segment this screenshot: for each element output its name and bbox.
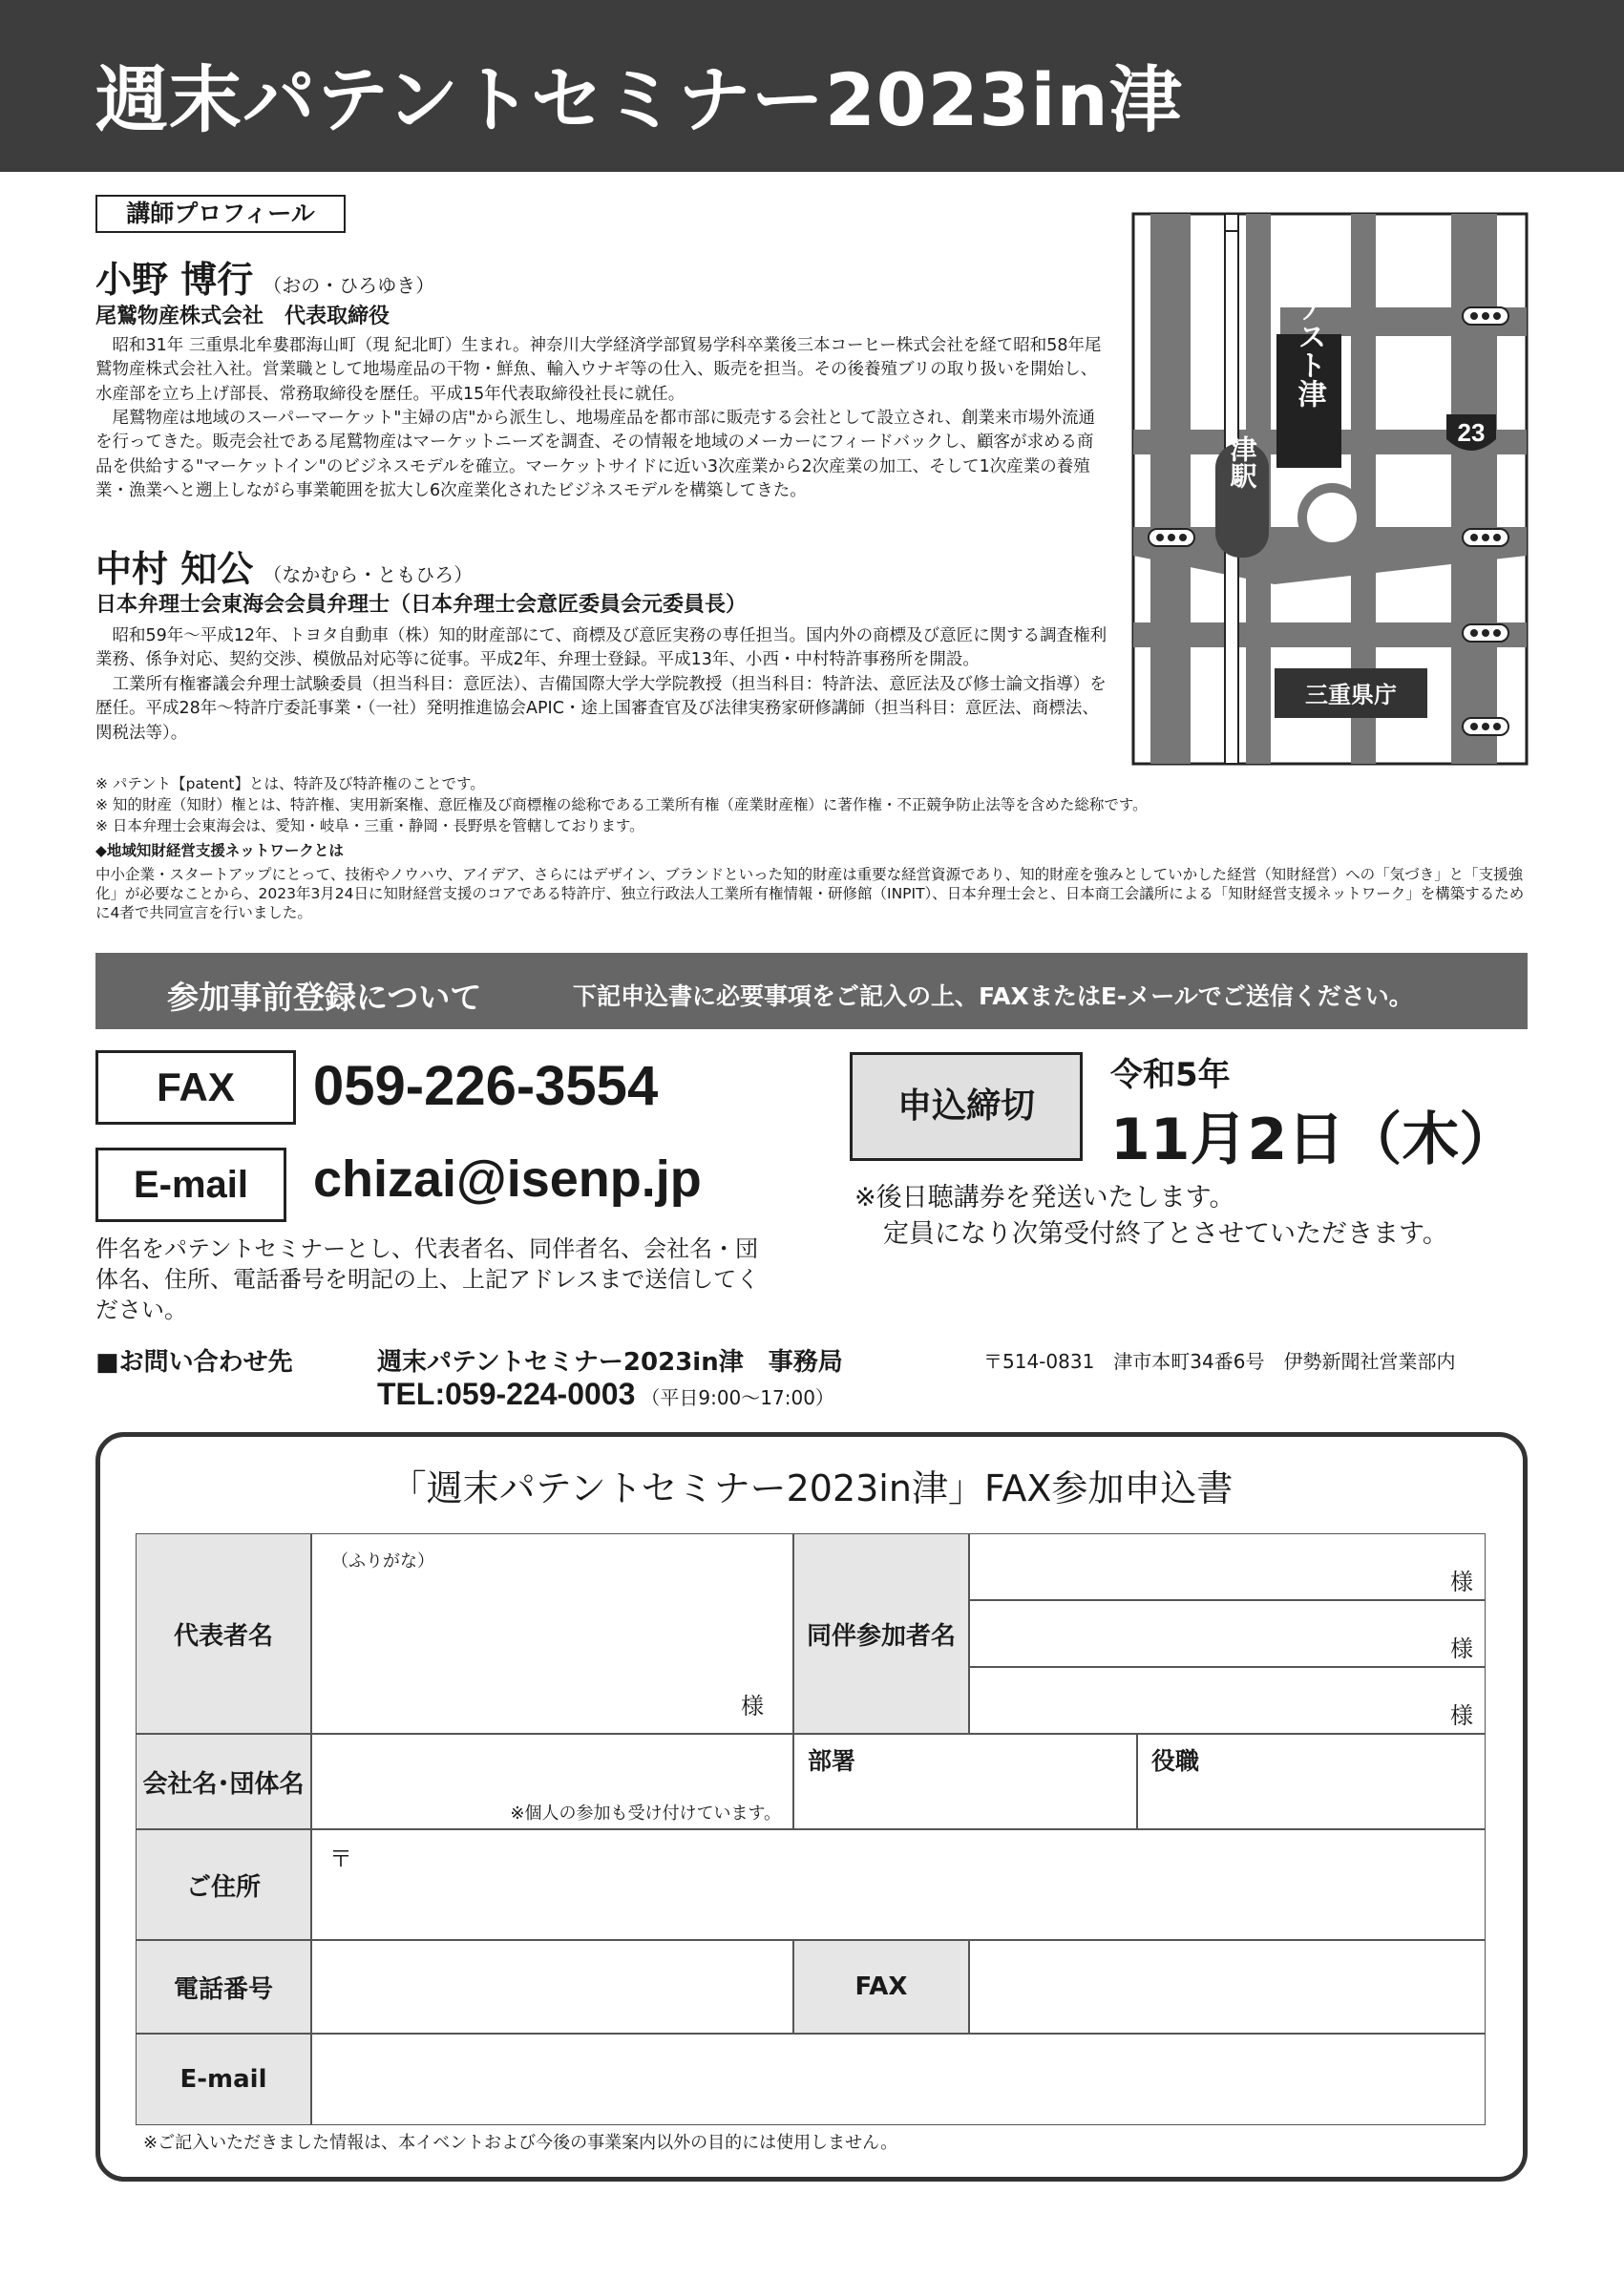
- map-label-prefecture: 三重県庁: [1305, 682, 1397, 708]
- traffic-light-icon: [1463, 718, 1508, 735]
- deadline-label: 申込締切: [850, 1052, 1083, 1161]
- companion-3-honorific: 様: [1450, 1702, 1473, 1729]
- phone-label: 電話番号: [136, 1940, 311, 2034]
- traffic-light-icon: [1149, 529, 1194, 546]
- companion-field-2[interactable]: [969, 1600, 1486, 1667]
- inquiry-tel: TEL:059-224-0003 （平日9:00～17:00）: [377, 1377, 834, 1411]
- lecturer-1-bio-2: 尾鷲物産は地域のスーパーマーケット"主婦の店"から派生し、地場産品を都市部に販売する会社として設立され、創業来市場外流通を行ってきた。販売会社である尾鷲物産はマーケットニーズを調査、その情報を地域のメーカーにフィードバックし、顧客が求める商品を供給する"マーケットイン"のビジネスモデルを確立。マーケットサイドに近い3次産業から2次産業の加工、そして1次産業の養殖業・漁業へと遡上しながら事業範囲を拡大し6次産業化されたビジネスモデルを構築してきた。: [95, 409, 1096, 501]
- note-tokai: ※ 日本弁理士会東海会は、愛知・岐阜・三重・静岡・長野県を管轄しております。: [95, 817, 644, 834]
- postal-mark: 〒: [329, 1846, 352, 1872]
- deadline-note-capacity: 定員になり次第受付終了とさせていただきます。: [883, 1219, 1448, 1249]
- lecturer-2-kana: （なかむら・ともひろ）: [263, 563, 474, 586]
- access-map: [1131, 212, 1529, 766]
- email-instructions: 件名をパテントセミナーとし、代表者名、同伴者名、会社名・団体名、住所、電話番号を明記の上、上記アドレスまで送信してください。: [95, 1235, 760, 1323]
- form-fax-label: FAX: [793, 1940, 969, 2034]
- phone-field[interactable]: [311, 1940, 793, 2034]
- address-label: ご住所: [136, 1829, 311, 1940]
- lecturer-2-bio-1: 昭和59年～平成12年、トヨタ自動車（株）知的財産部にて、商標及び意匠実務の専任担当。国内外の商標及び意匠に関する調査権利業務、係争対応、契約交渉、模倣品対応等に従事。平成2年、弁理士登録。平成13年、小西・中村特許事務所を開設。: [95, 626, 1107, 670]
- address-field[interactable]: [311, 1829, 1486, 1940]
- lecturer-1-name: 小野 博行 （おの・ひろゆき）: [95, 259, 435, 301]
- form-email-label: E-mail: [136, 2034, 311, 2125]
- representative-label: 代表者名: [136, 1533, 311, 1734]
- company-field[interactable]: [311, 1734, 793, 1829]
- lecturer-2-bio-2: 工業所有権審議会弁理士試験委員（担当科目：意匠法）、吉備国際大学大学院教授（担当科目：特許法、意匠法及び修士論文指導）を歴任。平成28年～特許庁委託事業・（一社）発明推進協会APIC・途上国審査官及び法律実務家研修講師（担当科目：意匠法、商標法、関税法等）。: [95, 675, 1107, 743]
- form-table: [136, 1533, 1486, 2125]
- deadline-era: 令和5年: [1110, 1056, 1231, 1094]
- companion-field-1[interactable]: [969, 1533, 1486, 1600]
- traffic-light-icon: [1463, 307, 1508, 325]
- traffic-light-icon: [1463, 529, 1508, 546]
- email-label: E-mail: [95, 1148, 286, 1222]
- companion-label: 同伴参加者名: [793, 1533, 969, 1734]
- lecturer-2-title: 日本弁理士会東海会会員弁理士（日本弁理士会意匠委員会元委員長）: [95, 593, 748, 617]
- furigana-hint: （ふりがな）: [331, 1551, 434, 1571]
- representative-honorific: 様: [741, 1693, 764, 1719]
- representative-field[interactable]: [311, 1533, 793, 1734]
- map-road: [1150, 214, 1191, 764]
- companion-2-honorific: 様: [1450, 1635, 1473, 1662]
- lecturer-1-bio-1: 昭和31年 三重県北牟婁郡海山町（現 紀北町）生まれ。神奈川大学経済学部貿易学科卒業後三本コーヒー株式会社を経て昭和58年尾鷲物産株式会社入社。営業職として地場産品の干物・鮮魚、輸入ウナギ等の仕入、販売を担当。その後養殖ブリの取り扱いを開始し、水産部を立ち上げ部長、常務取締役を歴任。平成15年代表取締役社長に就任。: [95, 336, 1102, 404]
- registration-text: 下記申込書に必要事項をご記入の上、FAXまたはE-メールでご送信ください。: [573, 982, 1413, 1010]
- deadline-note-ticket: ※後日聴講券を発送いたします。: [854, 1183, 1235, 1213]
- inquiry-address: 〒514-0831 津市本町34番6号 伊勢新聞社営業部内: [983, 1350, 1456, 1373]
- page-title: 週末パテントセミナー2023in津: [95, 57, 1183, 142]
- email-address[interactable]: chizai@isenp.jp: [313, 1150, 702, 1208]
- map-label-aston: アスト津: [1292, 293, 1326, 408]
- lecturer-2-name: 中村 知公 （なかむら・ともひろ）: [95, 548, 474, 590]
- deadline-date: 11月2日（木）: [1110, 1107, 1517, 1173]
- inquiry-hours: （平日9:00～17:00）: [641, 1386, 834, 1409]
- traffic-light-icon: [1463, 624, 1508, 642]
- network-heading: ◆地域知財経営支援ネットワークとは: [95, 842, 344, 859]
- lecturer-1-kana: （おの・ひろゆき）: [263, 274, 435, 297]
- note-patent: ※ パテント【patent】とは、特許及び特許権のことです。: [95, 775, 485, 792]
- form-fax-field[interactable]: [969, 1940, 1486, 2034]
- fax-label: FAX: [95, 1050, 296, 1125]
- note-ip-rights: ※ 知的財産（知財）権とは、特許権、実用新案権、意匠権及び商標権の総称である工業所有権（産業財産権）に著作権・不正競争防止法等を含めた総称です。: [95, 796, 1148, 813]
- form-title: 「週末パテントセミナー2023in津」FAX参加申込書: [390, 1467, 1234, 1509]
- department-field[interactable]: [793, 1734, 1137, 1829]
- registration-title: 参加事前登録について: [167, 979, 482, 1016]
- lecturer-1-title: 尾鷲物産株式会社 代表取締役: [95, 305, 390, 328]
- position-field[interactable]: [1137, 1734, 1486, 1829]
- position-label: 役職: [1151, 1747, 1200, 1775]
- map-road: [1451, 214, 1497, 764]
- inquiry-heading: ■お問い合わせ先: [95, 1348, 293, 1377]
- companion-1-honorific: 様: [1450, 1569, 1473, 1595]
- form-email-field[interactable]: [311, 2034, 1486, 2125]
- inquiry-office: 週末パテントセミナー2023in津 事務局: [377, 1348, 843, 1377]
- form-footnote: ※ご記入いただきました情報は、本イベントおよび今後の事業案内以外の目的には使用しません。: [143, 2133, 898, 2153]
- map-label-route: 23: [1457, 418, 1486, 447]
- profile-heading: 講師プロフィール: [95, 195, 346, 233]
- fax-number: 059-226-3554: [313, 1055, 659, 1117]
- individual-note: ※個人の参加も受け付けています。: [510, 1803, 781, 1824]
- companion-field-3[interactable]: [969, 1667, 1486, 1734]
- department-label: 部署: [808, 1747, 856, 1775]
- network-body: 中小企業・スタートアップにとって、技術やノウハウ、アイデア、さらにはデザイン、ブランドといった知的財産は重要な経営資源であり、知的財産を強みとしていかした経営（知財経営）への「気づき」と「支援強化」が必要なことから、2023年3月24日に知財経営支援のコアである特許庁、独立行政法人工業所有権情報・研修館（INPIT）、日本弁理士会と、日本商工会議所による「知財経営支援ネットワーク」を構築するために4者で共同宣言を行いました。: [95, 866, 1525, 921]
- map-label-station: 津駅: [1226, 435, 1258, 489]
- company-label: 会社名･団体名: [136, 1734, 311, 1829]
